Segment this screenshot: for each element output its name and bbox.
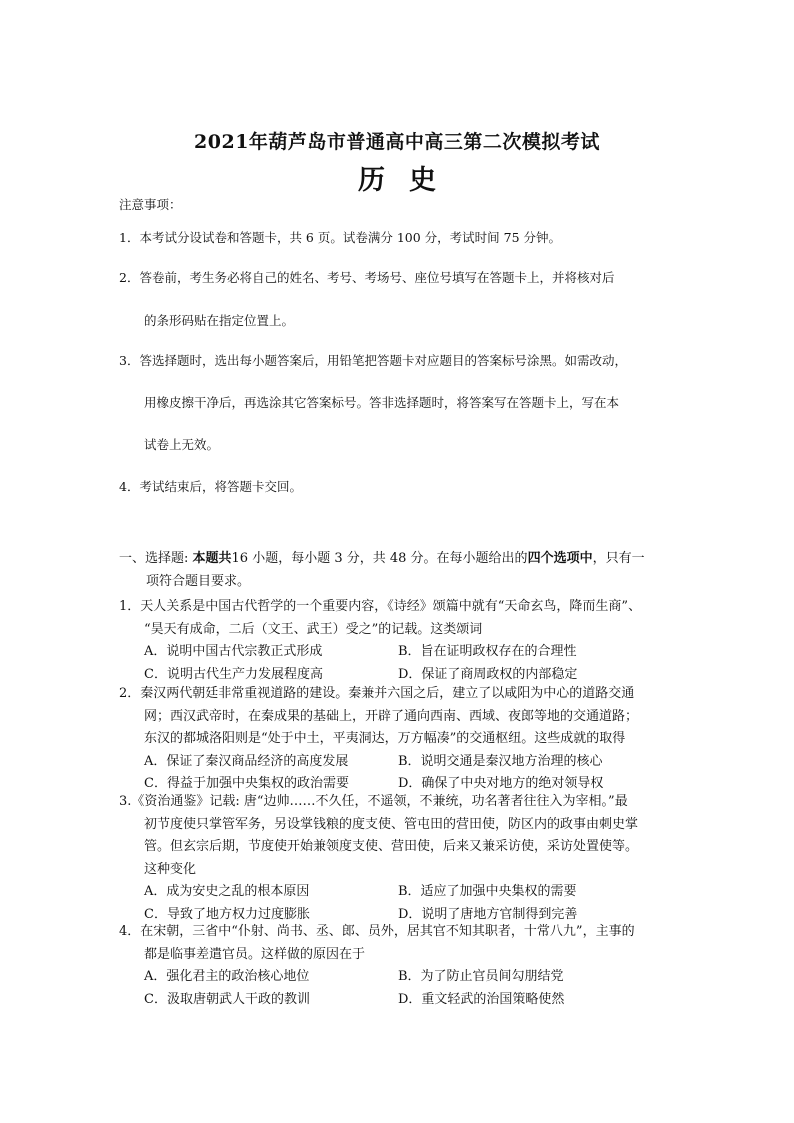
question-stem: 4．在宋朝，三省中“仆射、尚书、丞、郎、员外，居其官不知其职者，十常八九”，主事的 [119, 924, 635, 939]
question-stem: 2．秦汉两代朝廷非常重视道路的建设。秦兼并六国之后，建立了以咸阳为中心的道路交通 [119, 686, 635, 701]
question-stem: “昊天有成命，二后（文王、武王）受之”的记载。这类颂词 [144, 621, 483, 637]
question-stem: 网；西汉武帝时，在秦成果的基础上，开辟了通向西南、西域、夜郎等地的交通道路； [144, 708, 639, 724]
notice-line: 用橡皮擦干净后，再选涂其它答案标号。答非选择题时，将答案写在答题卡上，写在本 [144, 395, 620, 410]
notice-line: 的条形码贴在指定位置上。 [144, 313, 295, 328]
notice-line: 3．答选择题时，选出每小题答案后，用铅笔把答题卡对应题目的答案标号涂黑。如需改动， [119, 353, 627, 368]
notice-line: 试卷上无效。 [144, 437, 220, 452]
exam-title: 2021年葫芦岛市普通高中高三第二次模拟考试 [194, 131, 600, 153]
question-stem: 1．天人关系是中国古代哲学的一个重要内容，《诗经》颂篇中就有“天命玄鸟，降而生商”、 [119, 599, 642, 614]
option-d: D．说明了唐地方官制得到完善 [398, 906, 578, 922]
question-2 [119, 683, 689, 796]
option-d: D．重文轻武的治国策略使然 [398, 991, 565, 1007]
question-3 [119, 791, 689, 927]
option-b: B．旨在证明政权存在的合理性 [398, 644, 577, 660]
option-b: B．为了防止官员间勾朋结党 [398, 969, 564, 985]
question-stem: 都是临事差遣官员。这样做的原因在于 [144, 946, 366, 962]
options [119, 881, 689, 926]
option-c: C．得益于加强中央集权的政治需要 [144, 776, 349, 792]
section-text: ，只有一 [592, 551, 645, 566]
option-c: C．导致了地方权力过度膨胀 [144, 906, 310, 922]
option-a: A．保证了秦汉商品经济的高度发展 [144, 753, 349, 769]
section-text: 16 小题，每小题 3 分，共 48 分。在每小题给出的 [231, 551, 528, 566]
options [119, 966, 689, 1011]
question-stem: 东汉的都城洛阳则是“处于中土，平夷洞达，万方幅凑”的交通枢纽。这些成就的取得 [144, 731, 626, 747]
section-label: 一、选择题: [119, 551, 193, 566]
option-a: A．强化君主的政治核心地位 [144, 969, 310, 985]
section-text: 项符合题目要求。 [146, 573, 251, 589]
option-c: C．说明古代生产力发展程度高 [144, 666, 323, 682]
options [119, 751, 689, 796]
option-b: B．适应了加强中央集权的需要 [398, 884, 577, 900]
notice-line: 1．本考试分设试卷和答题卡，共 6 页。试卷满分 100 分，考试时间 75 分钟。 [119, 230, 562, 245]
options [119, 641, 689, 686]
question-stem: 管。但玄宗后期，节度使开始兼领度支使、营田使，后来又兼采访使，采访处置使等。 [144, 839, 639, 855]
question-4 [119, 921, 689, 1011]
subject-title: 历史 [358, 165, 460, 196]
option-a: A．成为安史之乱的根本原因 [144, 884, 310, 900]
question-1 [119, 596, 689, 686]
option-d: D．保证了商周政权的内部稳定 [398, 666, 578, 682]
section-text: 本题共 [192, 551, 232, 566]
section-text: 四个选项中 [527, 551, 593, 566]
option-d: D．确保了中央对地方的绝对领导权 [398, 776, 604, 792]
option-c: C．汲取唐朝武人干政的教训 [144, 991, 310, 1007]
option-b: B．说明交通是秦汉地方治理的核心 [398, 753, 603, 769]
option-a: A．说明中国古代宗教正式形成 [144, 644, 323, 660]
section-heading [119, 548, 679, 593]
notice-line: 2．答卷前，考生务必将自己的姓名、考号、考场号、座位号填写在答题卡上，并将核对后 [119, 270, 615, 285]
notice-line: 4．考试结束后，将答题卡交回。 [119, 479, 302, 494]
question-stem: 这种变化 [144, 861, 197, 877]
question-stem: 3.《资治通鉴》记载: 唐“边帅……不久任，不遥领，不兼统，功名著者往往入为宰相。”最 [119, 794, 628, 809]
question-stem: 初节度使只掌管军务，另设掌钱粮的度支使、管屯田的营田使，防区内的政事由刺史掌 [144, 816, 639, 832]
notice-heading: 注意事项： [119, 197, 182, 212]
